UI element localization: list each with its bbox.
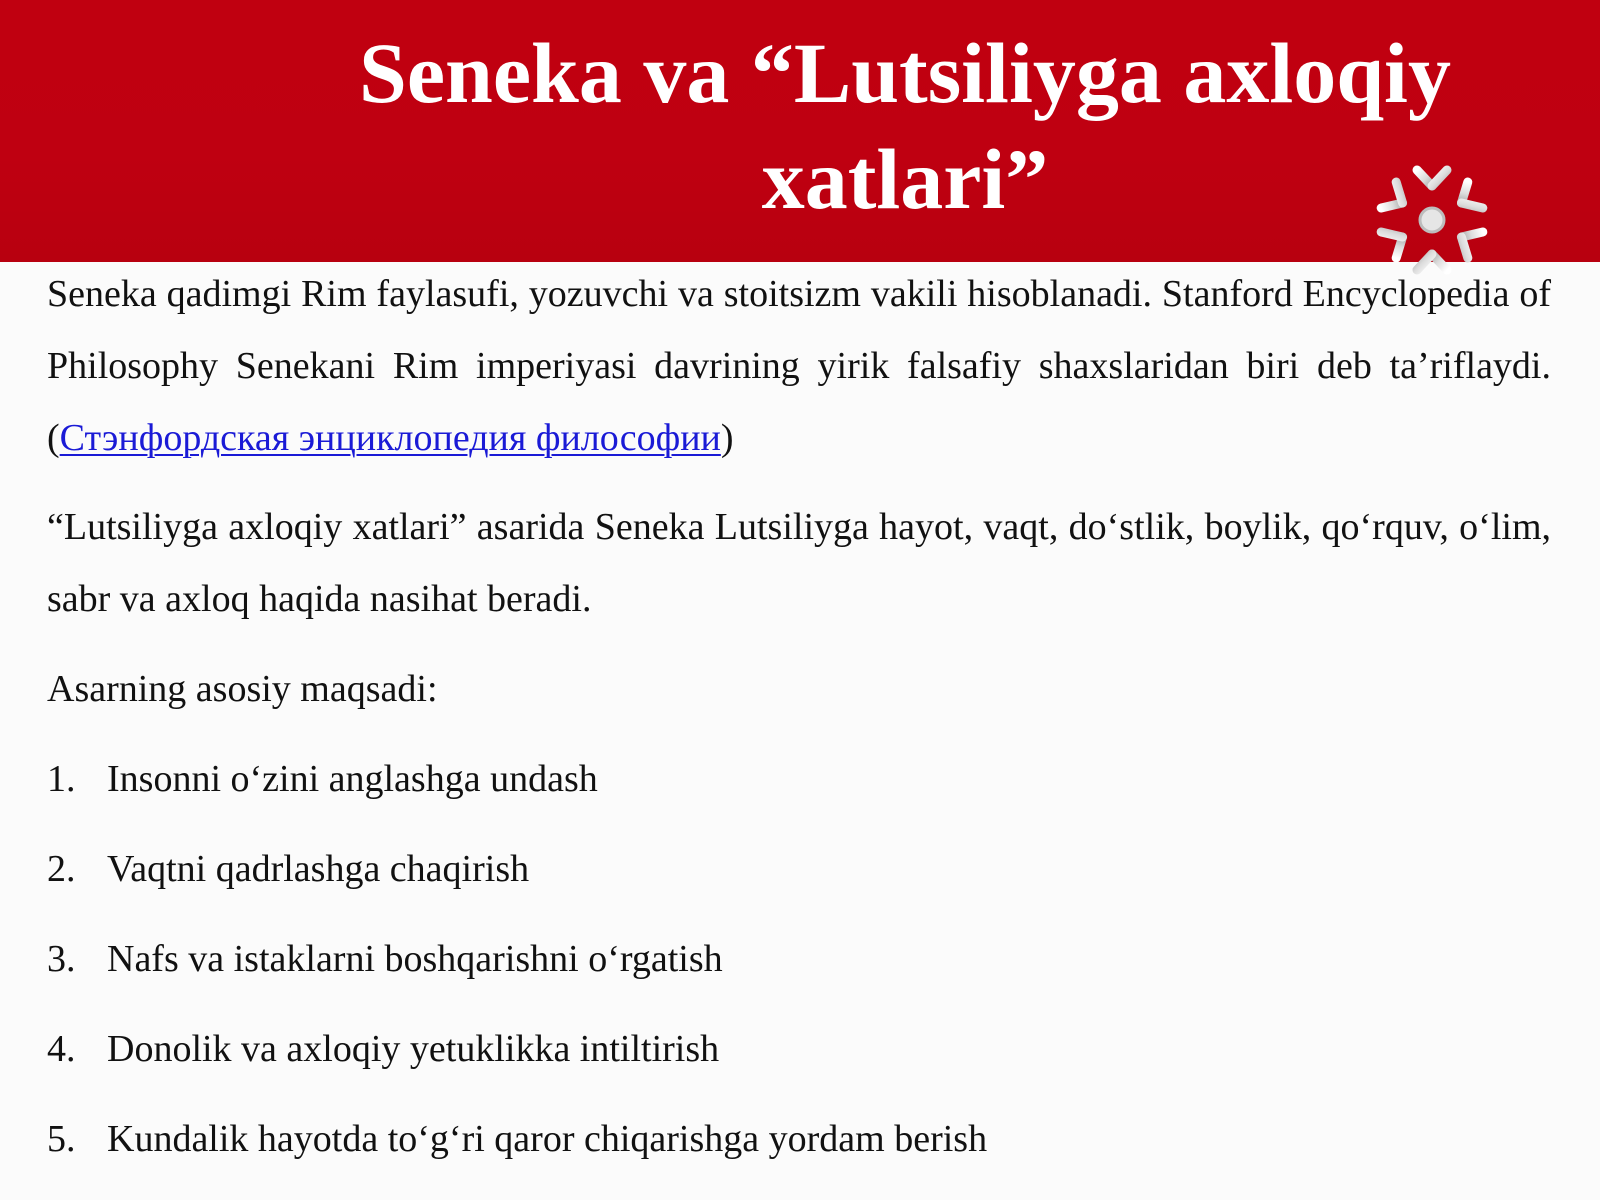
- goal-item: [47, 1103, 1551, 1193]
- goal-text: Donolik va axloqiy yetuklikka intiltirish: [107, 1028, 720, 1070]
- slide-body: [47, 258, 1551, 1193]
- intro-text: Seneka qadimgi Rim faylasufi, yozuvchi va stoitsizm vakili hisoblanadi. Stanford Encyclopedia of Philosophy Senekani Rim imperiyasi davrining yirik falsafiy shaxslaridan biri deb ta’riflaydi. (: [47, 273, 1551, 459]
- goal-text: Nafs va istaklarni boshqarishni o‘rgatish: [107, 938, 723, 980]
- goal-text: Kundalik hayotda to‘g‘ri qaror chiqarishga yordam berish: [107, 1118, 988, 1160]
- goal-item: [47, 743, 1551, 833]
- goal-number: 1.: [47, 758, 76, 800]
- goal-item: [47, 923, 1551, 1013]
- goal-number: 4.: [47, 1028, 76, 1070]
- goal-item: [47, 833, 1551, 923]
- intro-closing-paren: ): [720, 417, 734, 459]
- goal-item: [47, 1013, 1551, 1103]
- goal-number: 3.: [47, 938, 76, 980]
- goal-number: 2.: [47, 848, 76, 890]
- slide-title: Seneka va “Lutsiliyga axloqiy xatlari”: [359, 25, 1451, 227]
- goals-heading: Asarning asosiy maqsadi:: [47, 668, 438, 710]
- intro-paragraph: [47, 258, 1551, 474]
- stanford-encyclopedia-link[interactable]: Стэнфордская энциклопедия философии: [59, 417, 721, 459]
- goal-text: Vaqtni qadrlashga chaqirish: [107, 848, 530, 890]
- work-summary-paragraph: “Lutsiliyga axloqiy xatlari” asarida Seneka Lutsiliyga hayot, vaqt, do‘stlik, boylik, qo‘rquv, o‘lim, sabr va axloq haqida nasihat beradi.: [47, 506, 1551, 620]
- goal-number: 5.: [47, 1118, 76, 1160]
- goals-list: [47, 743, 1551, 1193]
- goal-text: Insonni o‘zini anglashga undash: [107, 758, 598, 800]
